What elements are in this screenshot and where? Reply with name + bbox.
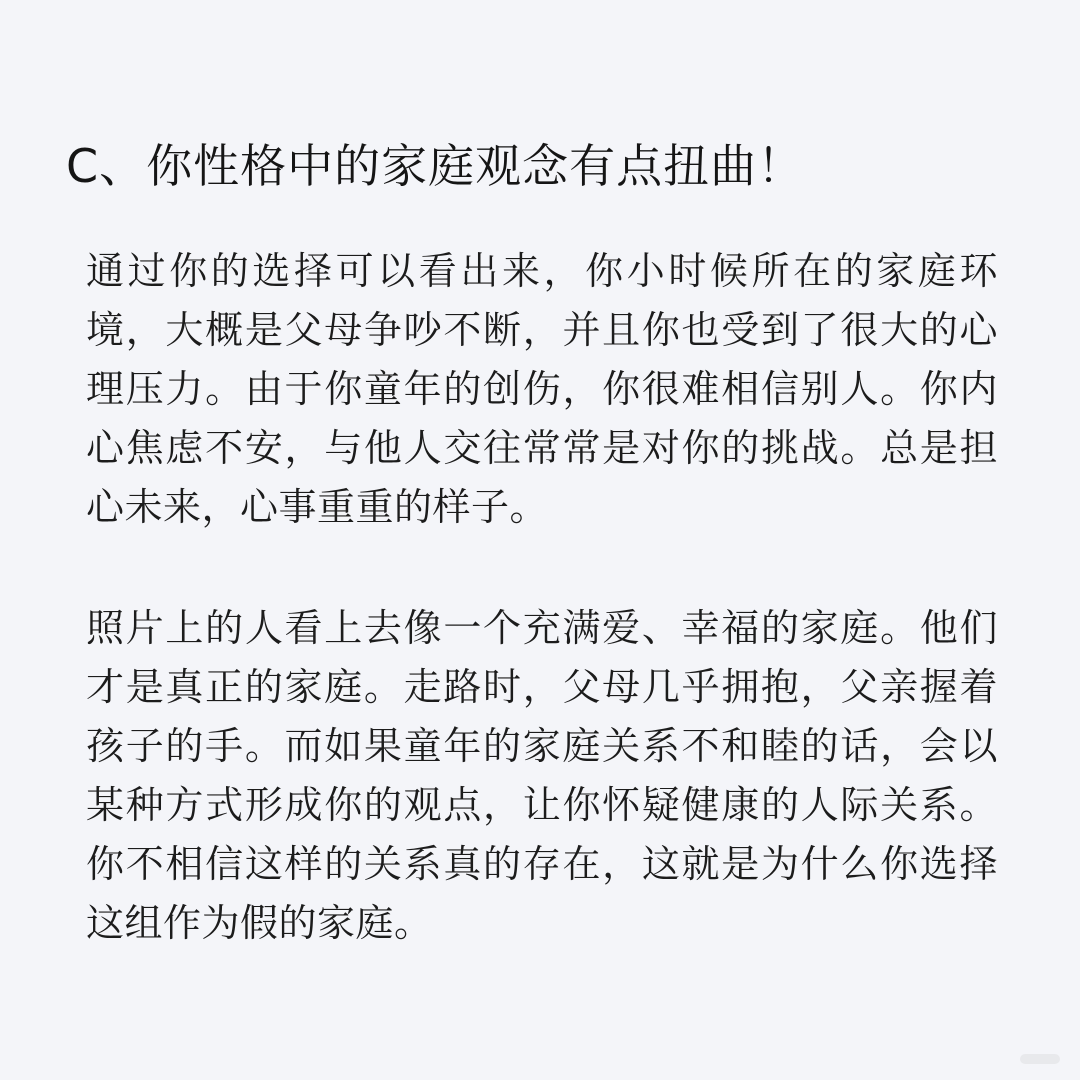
watermark-icon xyxy=(1018,1048,1062,1070)
page-title: C、你性格中的家庭观念有点扭曲！ xyxy=(66,139,805,193)
paragraph-1: 通过你的选择可以看出来，你小时候所在的家庭环境，大概是父母争吵不断，并且你也受到了很大的心理压力。由于你童年的创伤，你很难相信别人。你内心焦虑不安，与他人交往常常是对你的挑战。总是担心未来，心事重重的样子。 xyxy=(86,249,998,529)
paragraph-2: 照片上的人看上去像一个充满爱、幸福的家庭。他们才是真正的家庭。走路时，父母几乎拥抱，父亲握着孩子的手。而如果童年的家庭关系不和睦的话，会以某种方式形成你的观点，让你怀疑健康的人际关系。你不相信这样的关系真的存在，这就是为什么你选择这组作为假的家庭。 xyxy=(86,606,998,945)
